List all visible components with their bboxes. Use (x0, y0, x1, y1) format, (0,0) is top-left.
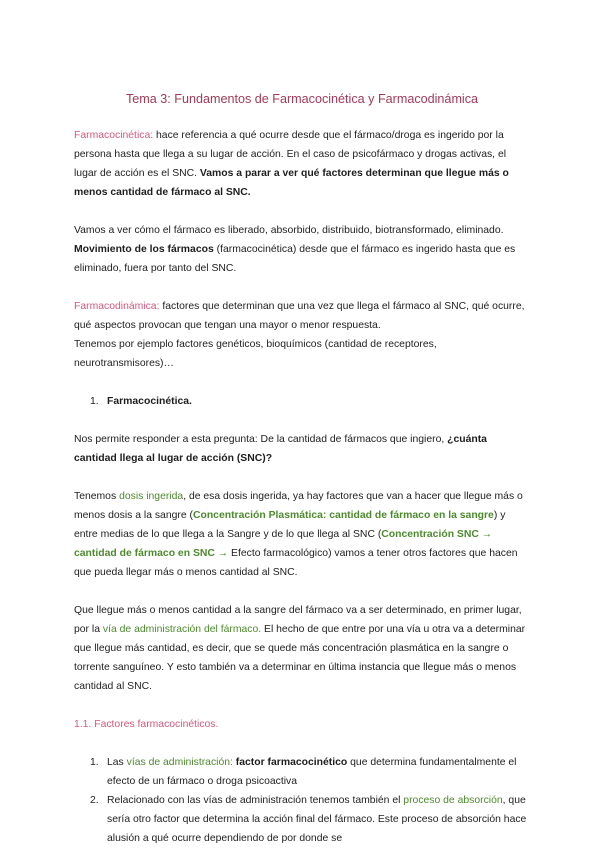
term-farmacocinetica: Farmacocinética: (74, 130, 154, 141)
dose-paragraph: Tenemos dosis ingerida, de esa dosis ingerida, ya hay factores que van a hacer que llegue más o menos dosis a la sangre (Concentración Plasmática: cantidad de fármaco en la sangre) y entre medias de lo que llega a la Sangre y de lo que llega al SNC (Concentración SNC → cantidad de fármaco en SNC → Efecto farmacológico) vamos a tener otros factores que hacen que pueda llegar más o menos cantidad al SNC. (74, 491, 523, 578)
section-heading-1: 1. Farmacocinética. (90, 396, 192, 407)
list-item: 2. Relacionado con las vías de administración tenemos también el proceso de absorción, que sería otro factor que determina la acción final del fármaco. Este proceso de absorción hace alusión a qué ocurre dependiendo de por donde se (90, 795, 527, 844)
factors-list (74, 753, 530, 848)
bold-statement: Vamos a parar a ver qué factores determinan que llegue más o menos cantidad de fármaco al SNC. (74, 168, 509, 198)
bold-question: ¿cuánta cantidad llega al lugar de acción (SNC)? (74, 434, 487, 464)
section-heading-list (74, 392, 530, 411)
list-item: 1. Las vías de administración: factor farmacocinético que determina fundamentalmente el efecto de un fármaco o droga psicoactiva (90, 757, 517, 787)
bold-movimiento: Movimiento de los fármacos (74, 244, 214, 255)
term-via-administracion: vía de administración del fármaco. (102, 624, 262, 635)
term-proceso-absorcion: proceso de absorción (403, 795, 503, 806)
document-title: Tema 3: Fundamentos de Farmacocinética y Farmacodinámica (125, 92, 479, 106)
farmacodinamica-definition: Farmacodinámica: factores que determinan que una vez que llega el fármaco al SNC, qué ocurre, qué aspectos provocan que tengan una mayor o menor respuesta. (74, 301, 525, 331)
term-vias-administracion: vías de administración: (126, 757, 233, 768)
farmacocinetica-definition: Farmacocinética: hace referencia a qué ocurre desde que el fármaco/droga es ingerido por la persona hasta que llega a su lugar de acción. En el caso de psicofármaco y drogas activas, el lugar de acción es el SNC. Vamos a parar a ver qué factores determinan que llegue más o menos cantidad de fármaco al SNC. (74, 130, 509, 198)
term-concentracion-snc: Concentración SNC → cantidad de fármaco en SNC → (74, 529, 493, 559)
factors-example: Tenemos por ejemplo factores genéticos, bioquímicos (cantidad de receptores, neurotransmisores)… (74, 339, 437, 369)
document-body (74, 92, 530, 848)
term-dosis-ingerida: dosis ingerida (119, 491, 184, 502)
term-concentracion-plasmatica: Concentración Plasmática: cantidad de fármaco en la sangre (192, 510, 494, 521)
section-heading-1-1: 1.1. Factores farmacocinéticos. (74, 719, 219, 730)
movement-paragraph: Vamos a ver cómo el fármaco es liberado, absorbido, distribuido, biotransformado, eliminado. Movimiento de los fármacos (farmacocinética) desde que el fármaco es ingerido hasta que es eliminado, fuera por tanto del SNC. (74, 225, 516, 274)
term-farmacodinamica: Farmacodinámica: (74, 301, 160, 312)
administration-paragraph: Que llegue más o menos cantidad a la sangre del fármaco va a ser determinado, en primer lugar, por la vía de administración del fármaco. El hecho de que entre por una vía u otra va a determinar que llegue más cantidad, es decir, que se quede más concentración plasmática en la sangre o torrente sanguíneo. Y esto también va a determinar en última instancia que llegue más o menos cantidad al SNC. (74, 605, 526, 692)
question-paragraph: Nos permite responder a esta pregunta: De la cantidad de fármacos que ingiero, ¿cuánta cantidad llega al lugar de acción (SNC)? (74, 434, 487, 464)
